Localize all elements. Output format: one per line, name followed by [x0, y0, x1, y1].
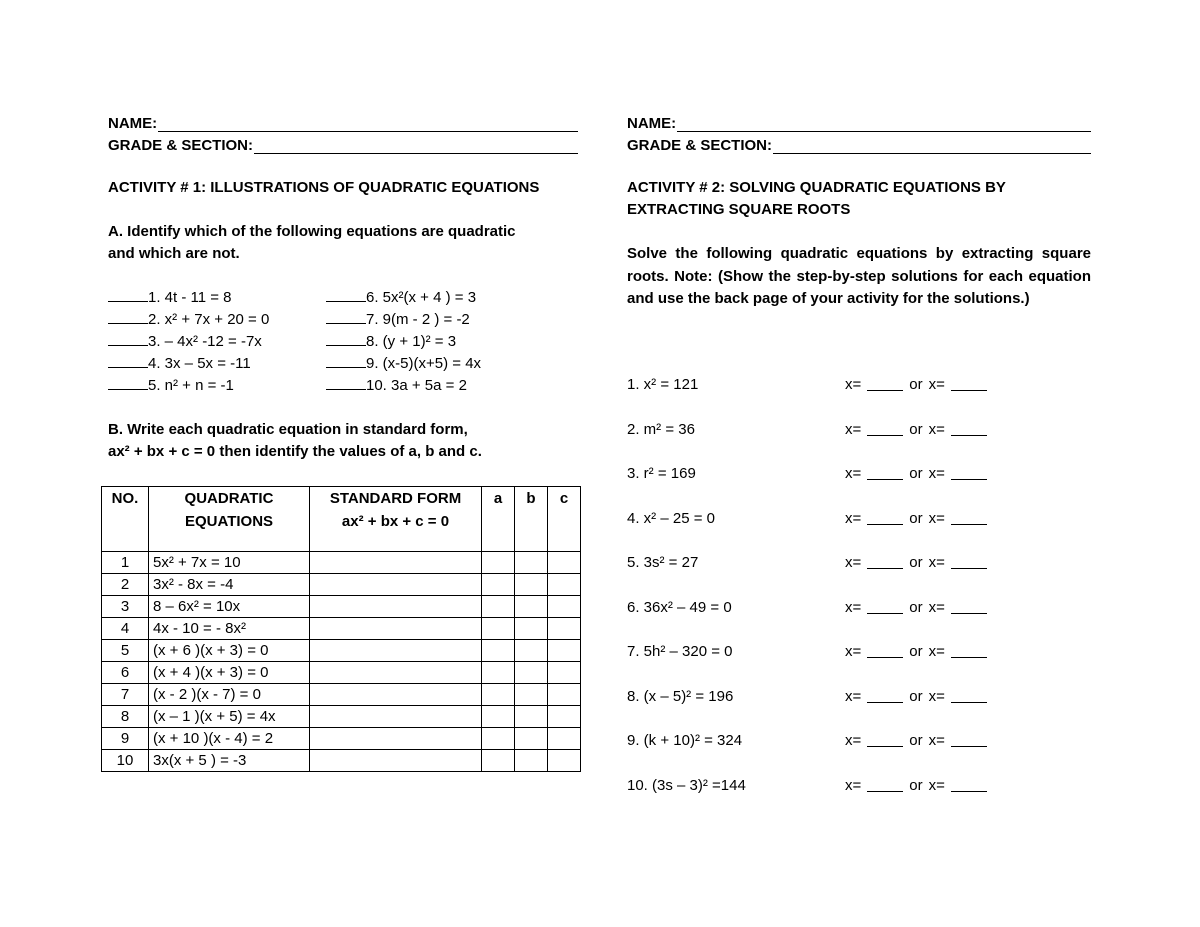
- b-cell[interactable]: [515, 728, 548, 750]
- part-b-instructions: [108, 419, 578, 463]
- part-a-line-1: A. Identify which of the following equations are quadratic: [108, 223, 516, 240]
- x-label: x=: [845, 509, 862, 527]
- answer-group: [845, 554, 987, 571]
- table-row: [102, 662, 581, 684]
- standard-form-table: [101, 486, 581, 772]
- name-blank-line-2[interactable]: [677, 116, 1091, 132]
- problem-equation: 7. 5h² – 320 = 0: [627, 643, 733, 660]
- or-label: or: [909, 643, 923, 660]
- a-cell[interactable]: [482, 640, 515, 662]
- activity-2-problems: [627, 376, 1107, 821]
- item-equation: 1. 4t - 11 = 8: [148, 289, 232, 306]
- answer-group: [845, 688, 987, 705]
- answer-blank-1[interactable]: [867, 465, 903, 480]
- answer-blank-1[interactable]: [867, 599, 903, 614]
- answer-group: [845, 376, 987, 393]
- x-label: x=: [928, 509, 945, 527]
- answer-blank-1[interactable]: [867, 688, 903, 703]
- grade-field-row-2: [627, 132, 1091, 154]
- a-cell[interactable]: [482, 750, 515, 772]
- answer-blank-1[interactable]: [867, 777, 903, 792]
- x-label: x=: [928, 687, 945, 705]
- x-label: x=: [845, 643, 862, 660]
- problem-row: [627, 376, 1107, 421]
- part-a-item: [326, 375, 576, 397]
- row-equation: (x – 1 )(x + 5) = 4x: [149, 706, 310, 728]
- c-cell[interactable]: [548, 574, 581, 596]
- answer-blank-2[interactable]: [951, 643, 987, 658]
- problem-row: [627, 465, 1107, 510]
- answer-blank-1[interactable]: [867, 732, 903, 747]
- b-cell[interactable]: [515, 662, 548, 684]
- row-equation: (x + 6 )(x + 3) = 0: [149, 640, 310, 662]
- or-label: or: [909, 776, 923, 794]
- part-a-items: [108, 287, 578, 397]
- item-equation: 3. – 4x² -12 = -7x: [148, 333, 262, 350]
- x-label: x=: [845, 465, 862, 482]
- answer-group: [845, 421, 987, 438]
- part-a-item: [326, 353, 576, 375]
- c-cell[interactable]: [548, 552, 581, 574]
- answer-group: [845, 777, 987, 794]
- answer-blank-1[interactable]: [867, 376, 903, 391]
- problem-equation: 10. (3s – 3)² =144: [627, 776, 746, 794]
- activity-2-instructions: Solve the following quadratic equations by extracting square roots. Note: (Show the step-by-step solutions for each equation and use the back page of your activity for the solutions.): [627, 245, 1091, 307]
- problem-equation: 1. x² = 121: [627, 376, 699, 393]
- answer-blank-2[interactable]: [951, 421, 987, 436]
- answer-blank[interactable]: [108, 375, 148, 390]
- activity-2-title: [627, 177, 1091, 221]
- row-equation: 3x² - 8x = -4: [149, 574, 310, 596]
- problem-equation: 9. (k + 10)² = 324: [627, 732, 743, 749]
- x-label: x=: [928, 420, 945, 438]
- or-label: or: [909, 554, 923, 571]
- a-cell[interactable]: [482, 662, 515, 684]
- row-equation: 3x(x + 5 ) = -3: [149, 750, 310, 772]
- part-a-item: [108, 287, 326, 309]
- header-no: NO.: [102, 487, 149, 552]
- item-equation: 8. (y + 1)² = 3: [366, 333, 457, 350]
- row-number: 5: [102, 640, 149, 662]
- problem-equation: 3. r² = 169: [627, 465, 696, 482]
- table-header-row: [102, 487, 581, 552]
- standard-form-cell[interactable]: [310, 684, 482, 706]
- standard-form-cell[interactable]: [310, 706, 482, 728]
- standard-form-cell[interactable]: [310, 596, 482, 618]
- x-label: x=: [845, 554, 862, 571]
- b-cell[interactable]: [515, 618, 548, 640]
- table-row: [102, 618, 581, 640]
- standard-form-cell[interactable]: [310, 662, 482, 684]
- problem-row: [627, 777, 1107, 822]
- x-label: x=: [845, 376, 862, 393]
- x-label: x=: [928, 776, 945, 794]
- row-number: 6: [102, 662, 149, 684]
- or-label: or: [909, 420, 923, 438]
- standard-form-cell[interactable]: [310, 552, 482, 574]
- table-row: [102, 728, 581, 750]
- or-label: or: [909, 732, 923, 749]
- a-cell[interactable]: [482, 618, 515, 640]
- x-label: x=: [845, 732, 862, 749]
- row-equation: (x + 10 )(x - 4) = 2: [149, 728, 310, 750]
- name-field-row: [108, 110, 578, 132]
- x-label: x=: [845, 420, 862, 438]
- c-cell[interactable]: [548, 618, 581, 640]
- c-cell[interactable]: [548, 596, 581, 618]
- x-label: x=: [845, 598, 862, 616]
- answer-blank[interactable]: [326, 331, 366, 346]
- header-b: b: [515, 487, 548, 552]
- problem-row: [627, 599, 1107, 644]
- row-number: 10: [102, 750, 149, 772]
- row-number: 3: [102, 596, 149, 618]
- or-label: or: [909, 598, 923, 616]
- name-field-row-2: [627, 110, 1091, 132]
- row-equation: 5x² + 7x = 10: [149, 552, 310, 574]
- answer-blank-1[interactable]: [867, 554, 903, 569]
- table-row: [102, 596, 581, 618]
- part-b-line-2: ax² + bx + c = 0 then identify the values of a, b and c.: [108, 443, 482, 460]
- c-cell[interactable]: [548, 728, 581, 750]
- activity-2-title-line-1: ACTIVITY # 2: SOLVING QUADRATIC EQUATIONS BY: [627, 179, 1006, 196]
- answer-blank[interactable]: [108, 309, 148, 324]
- answer-blank[interactable]: [326, 287, 366, 302]
- x-label: x=: [845, 687, 862, 705]
- activity-1-section: [108, 110, 578, 463]
- problem-row: [627, 510, 1107, 555]
- c-cell[interactable]: [548, 684, 581, 706]
- problem-equation: 5. 3s² = 27: [627, 554, 699, 571]
- problem-equation: 8. (x – 5)² = 196: [627, 687, 734, 705]
- problem-row: [627, 732, 1107, 777]
- standard-form-cell[interactable]: [310, 640, 482, 662]
- part-a-line-2: and which are not.: [108, 245, 240, 262]
- answer-blank-2[interactable]: [951, 554, 987, 569]
- b-cell[interactable]: [515, 684, 548, 706]
- answer-blank[interactable]: [108, 353, 148, 368]
- part-a-item: [108, 309, 326, 331]
- x-label: x=: [928, 554, 945, 571]
- answer-group: [845, 510, 987, 527]
- answer-blank-2[interactable]: [951, 732, 987, 747]
- a-cell[interactable]: [482, 574, 515, 596]
- b-cell[interactable]: [515, 706, 548, 728]
- x-label: x=: [845, 776, 862, 794]
- x-label: x=: [928, 598, 945, 616]
- header-a: a: [482, 487, 515, 552]
- c-cell[interactable]: [548, 662, 581, 684]
- answer-blank[interactable]: [108, 287, 148, 302]
- row-number: 1: [102, 552, 149, 574]
- a-cell[interactable]: [482, 596, 515, 618]
- part-a-item: [326, 331, 576, 353]
- answer-blank-2[interactable]: [951, 510, 987, 525]
- part-a-item: [108, 353, 326, 375]
- item-equation: 5. n² + n = -1: [148, 377, 234, 394]
- part-a-instructions: [108, 221, 578, 265]
- item-equation: 9. (x-5)(x+5) = 4x: [366, 355, 482, 372]
- grade-section-blank-line-2[interactable]: [773, 138, 1091, 154]
- row-number: 7: [102, 684, 149, 706]
- standard-form-cell[interactable]: [310, 728, 482, 750]
- table-row: [102, 640, 581, 662]
- table-row: [102, 706, 581, 728]
- b-cell[interactable]: [515, 596, 548, 618]
- problem-equation: 2. m² = 36: [627, 420, 695, 438]
- table-row: [102, 574, 581, 596]
- table-row: [102, 750, 581, 772]
- b-cell[interactable]: [515, 640, 548, 662]
- standard-form-cell[interactable]: [310, 574, 482, 596]
- row-number: 4: [102, 618, 149, 640]
- answer-blank-1[interactable]: [867, 643, 903, 658]
- part-a-item: [326, 287, 576, 309]
- a-cell[interactable]: [482, 706, 515, 728]
- row-number: 9: [102, 728, 149, 750]
- answer-blank-2[interactable]: [951, 777, 987, 792]
- problem-equation: 6. 36x² – 49 = 0: [627, 598, 732, 616]
- answer-blank-2[interactable]: [951, 465, 987, 480]
- problem-equation: 4. x² – 25 = 0: [627, 509, 715, 527]
- answer-group: [845, 732, 987, 749]
- name-label: NAME:: [108, 115, 158, 132]
- activity-1-title: ACTIVITY # 1: ILLUSTRATIONS OF QUADRATIC EQUATIONS: [108, 179, 540, 196]
- c-cell[interactable]: [548, 750, 581, 772]
- standard-form-cell[interactable]: [310, 618, 482, 640]
- header-quadratic-equations: QUADRATIC EQUATIONS: [149, 487, 310, 552]
- grade-field-row: [108, 132, 578, 154]
- answer-blank-2[interactable]: [951, 599, 987, 614]
- part-b-line-1: B. Write each quadratic equation in standard form,: [108, 421, 468, 438]
- row-number: 8: [102, 706, 149, 728]
- standard-form-cell[interactable]: [310, 750, 482, 772]
- c-cell[interactable]: [548, 640, 581, 662]
- part-a-item: [326, 309, 576, 331]
- item-equation: 10. 3a + 5a = 2: [366, 377, 467, 394]
- x-label: x=: [928, 465, 945, 482]
- a-cell[interactable]: [482, 684, 515, 706]
- item-equation: 7. 9(m - 2 ) = -2: [366, 311, 470, 328]
- answer-blank-2[interactable]: [951, 376, 987, 391]
- b-cell[interactable]: [515, 552, 548, 574]
- x-label: x=: [928, 376, 945, 393]
- activity-2-title-line-2: EXTRACTING SQUARE ROOTS: [627, 201, 851, 218]
- activity-2-section: [627, 110, 1091, 311]
- table-body: [102, 552, 581, 772]
- header-standard-form: STANDARD FORM ax² + bx + c = 0: [310, 487, 482, 552]
- grade-section-blank-line[interactable]: [254, 138, 578, 154]
- item-equation: 2. x² + 7x + 20 = 0: [148, 311, 270, 328]
- grade-section-label-2: GRADE & SECTION:: [627, 137, 773, 154]
- problem-row: [627, 688, 1107, 733]
- answer-blank[interactable]: [326, 375, 366, 390]
- answer-blank-1[interactable]: [867, 510, 903, 525]
- or-label: or: [909, 465, 923, 482]
- problem-row: [627, 421, 1107, 466]
- a-cell[interactable]: [482, 728, 515, 750]
- item-equation: 6. 5x²(x + 4 ) = 3: [366, 289, 477, 306]
- x-label: x=: [928, 643, 945, 660]
- or-label: or: [909, 687, 923, 705]
- row-equation: (x + 4 )(x + 3) = 0: [149, 662, 310, 684]
- answer-group: [845, 643, 987, 660]
- answer-blank-2[interactable]: [951, 688, 987, 703]
- part-a-item: [108, 331, 326, 353]
- table-row: [102, 552, 581, 574]
- name-label-2: NAME:: [627, 115, 677, 132]
- row-equation: 8 – 6x² = 10x: [149, 596, 310, 618]
- part-a-item: [108, 375, 326, 397]
- row-equation: 4x - 10 = - 8x²: [149, 618, 310, 640]
- or-label: or: [909, 509, 923, 527]
- item-equation: 4. 3x – 5x = -11: [148, 355, 251, 372]
- grade-section-label: GRADE & SECTION:: [108, 137, 254, 154]
- answer-blank[interactable]: [326, 309, 366, 324]
- b-cell[interactable]: [515, 574, 548, 596]
- b-cell[interactable]: [515, 750, 548, 772]
- a-cell[interactable]: [482, 552, 515, 574]
- header-c: c: [548, 487, 581, 552]
- problem-row: [627, 643, 1107, 688]
- name-blank-line[interactable]: [158, 116, 578, 132]
- row-number: 2: [102, 574, 149, 596]
- or-label: or: [909, 376, 923, 393]
- answer-blank[interactable]: [108, 331, 148, 346]
- problem-row: [627, 554, 1107, 599]
- x-label: x=: [928, 732, 945, 749]
- answer-blank[interactable]: [326, 353, 366, 368]
- answer-group: [845, 465, 987, 482]
- table-row: [102, 684, 581, 706]
- answer-blank-1[interactable]: [867, 421, 903, 436]
- row-equation: (x - 2 )(x - 7) = 0: [149, 684, 310, 706]
- answer-group: [845, 599, 987, 616]
- c-cell[interactable]: [548, 706, 581, 728]
